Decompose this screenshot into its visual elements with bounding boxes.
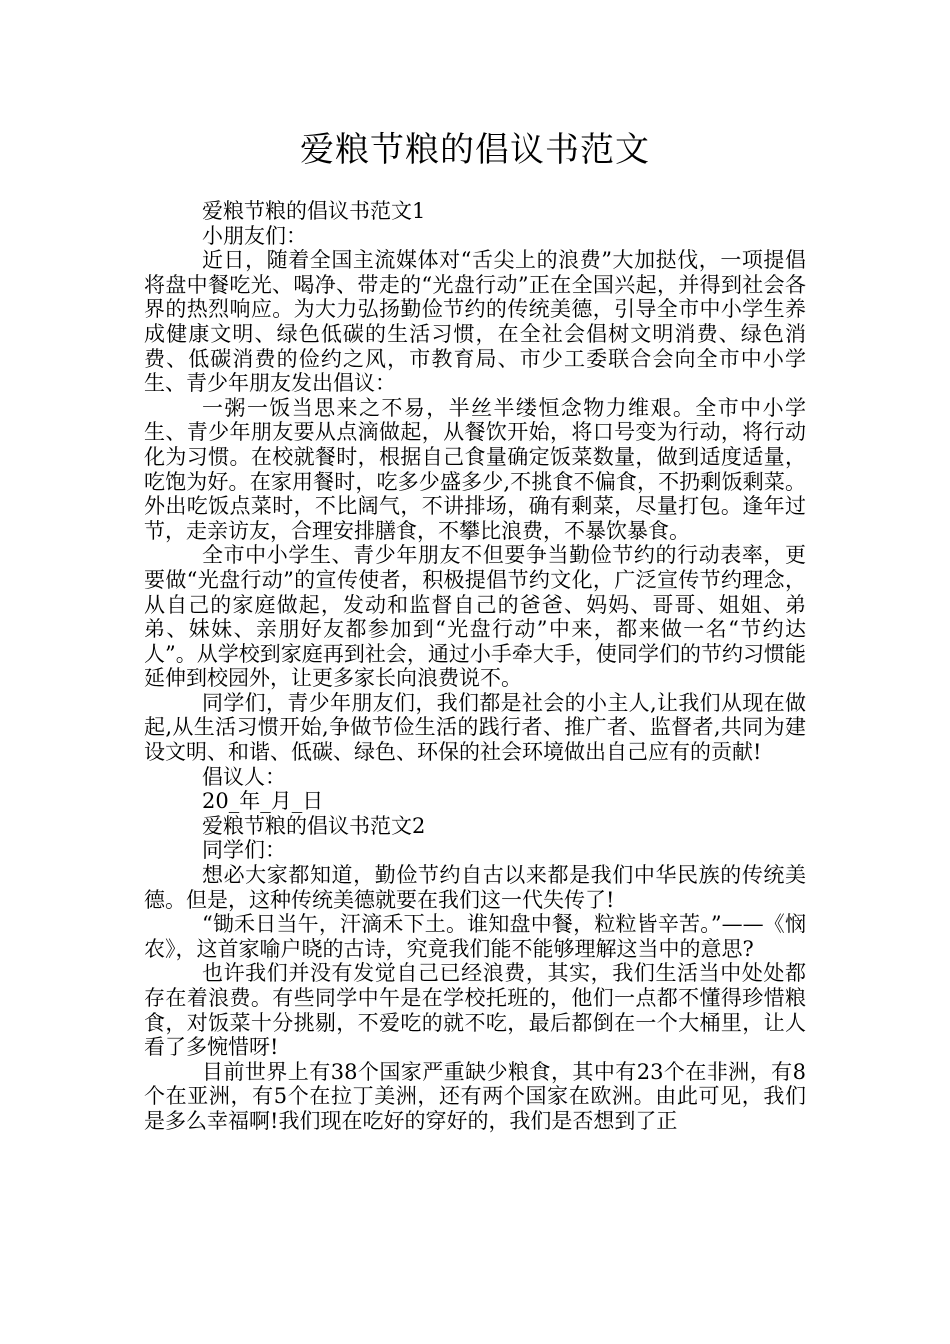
paragraph: 目前世界上有38个国家严重缺少粮食，其中有23个在非洲，有8个在亚洲，有5个在拉丁美洲，还有两个国家在欧洲。由此可见，我们是多么幸福啊!我们现在吃好的穿好的，我们是否想到了正 [144, 1059, 806, 1133]
paragraph: 小朋友们： [202, 223, 307, 248]
paragraph: 爱粮节粮的倡议书范文1 [202, 199, 426, 223]
document-title: 爱粮节粮的倡议书范文 [300, 130, 650, 170]
paragraph: 一粥一饭当思来之不易，半丝半缕恒念物力维艰。全市中小学生、青少年朋友要从点滴做起，从餐饮开始，将口号变为行动，将行动化为习惯。在校就餐时，根据自己食量确定饭菜数量，做到适度适量，吃饱为好。在家用餐时，吃多少盛多少,不挑食不偏食，不扔剩饭剩菜。外出吃饭点菜时，不比阔气，不讲排场，确有剩菜，尽量打包。逢年过节，走亲访友，合理安排膳食，不攀比浪费，不暴饮暴食。 [144, 395, 806, 543]
document-body [144, 199, 806, 1134]
paragraph: “锄禾日当午，汗滴禾下土。谁知盘中餐，粒粒皆辛苦。”——《悯农》，这首家喻户晓的古诗，究竟我们能不能够理解这当中的意思? [144, 912, 806, 961]
paragraph: 全市中小学生、青少年朋友不但要争当勤俭节约的行动表率，更要做“光盘行动”的宣传使者，积极提倡节约文化，广泛宣传节约理念，从自己的家庭做起，发动和监督自己的爸爸、妈妈、哥哥、姐姐、弟弟、妹妹、亲朋好友都参加到“光盘行动”中来，都来做一名“节约达人”。从学校到家庭再到社会，通过小手牵大手，使同学们的节约习惯能延伸到校园外，让更多家长向浪费说不。 [144, 543, 806, 691]
paragraph: 倡议人： [202, 764, 286, 789]
paragraph: 也许我们并没有发觉自己已经浪费，其实，我们生活当中处处都存在着浪费。有些同学中午是在学校托班的，他们一点都不懂得珍惜粮食，对饭菜十分挑剔，不爱吃的就不吃，最后都倒在一个大桶里，让人看了多惋惜呀! [144, 961, 806, 1060]
paragraph: 爱粮节粮的倡议书范文2 [202, 813, 426, 838]
paragraph: 20_年_月_日 [202, 789, 324, 814]
paragraph: 同学们，青少年朋友们，我们都是社会的小主人,让我们从现在做起,从生活习惯开始,争做节俭生活的践行者、推广者、监督者,共同为建设文明、和谐、低碳、绿色、环保的社会环境做出自己应有的贡献! [144, 690, 806, 765]
paragraph: 近日，随着全国主流媒体对“舌尖上的浪费”大加挞伐，一项提倡将盘中餐吃光、喝净、带走的“光盘行动”正在全国兴起，并得到社会各界的热烈响应。为大力弘扬勤俭节约的传统美德，引导全市中小学生养成健康文明、绿色低碳的生活习惯，在全社会倡树文明消费、绿色消费、低碳消费的俭约之风，市教育局、市少工委联合会向全市中小学生、青少年朋友发出倡议： [144, 248, 806, 396]
paragraph: 想必大家都知道，勤俭节约自古以来都是我们中华民族的传统美德。但是，这种传统美德就要在我们这一代失传了! [144, 863, 806, 912]
paragraph: 同学们： [202, 838, 286, 863]
